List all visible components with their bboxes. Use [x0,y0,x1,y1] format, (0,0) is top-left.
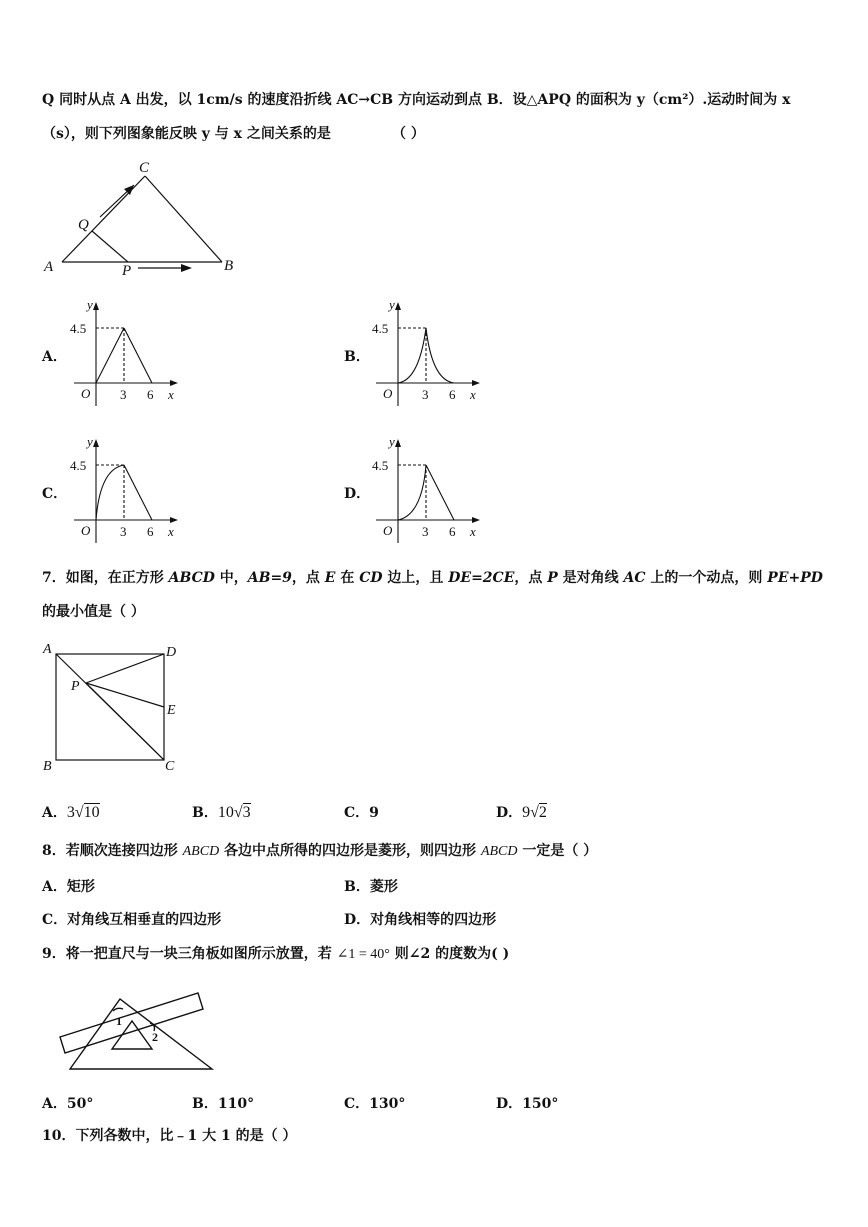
q6-answer-blank: （ ） [392,126,425,142]
q6-triangle-figure [40,158,240,278]
q7-text-line2: 的最小值是（ ） [42,604,145,620]
q6-graph-c-origin: O [81,523,91,538]
q7-label-E: E [167,703,176,718]
q7-option-c: C．9 [344,805,379,821]
q6-graph-a-x-label: x [168,387,174,402]
q9-ruler-triangle-figure [50,985,230,1075]
q6-graph-b-x-label: x [470,387,476,402]
q9-option-a: A．50° [42,1096,94,1112]
q7-label-C: C [165,759,175,774]
q6-graph-d [366,435,486,545]
q6-option-a-letter: A． [42,349,67,365]
q6-graph-d-origin: O [383,523,393,538]
q6-graph-a-tick-3: 3 [120,387,127,402]
q6-label-B: B [224,258,234,274]
q9-option-c: C．130° [344,1096,406,1112]
q8-option-a: A．矩形 [42,879,95,895]
q7-text-line1: 7．如图，在正方形 ABCD 中，AB=9，点 E 在 CD 边上，且 DE=2CE，点 P 是对角线 AC 上的一个动点，则 PE+PD [42,570,823,586]
q6-option-d-letter: D． [344,486,371,502]
q6-graph-d-peak-label: 4.5 [372,458,389,473]
q9-angle-1-label: 1 [116,1014,122,1028]
q6-graph-b-tick-3: 3 [422,387,429,402]
q6-graph-a [64,298,184,408]
q9-text: 9．将一把直尺与一块三角板如图所示放置，若 ∠1 = 40° 则∠2 的度数为( ) [42,946,510,962]
q7-label-D: D [166,645,177,660]
q6-graph-a-origin: O [81,386,91,401]
q6-text-line2: （s），则下列图象能反映 y 与 x 之间关系的是 [42,126,331,142]
q6-graph-c-tick-6: 6 [147,524,154,539]
q6-graph-b-origin: O [383,386,393,401]
q9-option-b: B．110° [192,1096,255,1112]
q8-text: 8．若顺次连接四边形 ABCD 各边中点所得的四边形是菱形，则四边形 ABCD 一定是（ ） [42,843,598,859]
q6-graph-b-tick-6: 6 [449,387,456,402]
q7-label-B: B [43,759,52,774]
q7-label-A: A [43,642,52,657]
q6-graph-d-y-label: y [389,434,395,449]
q6-graph-c-x-label: x [168,524,174,539]
q7-label-P: P [71,679,80,694]
q6-label-A: A [44,259,54,275]
q6-label-P: P [122,263,132,279]
q8-option-d: D．对角线相等的四边形 [344,912,497,928]
q9-option-d: D．150° [496,1096,559,1112]
q6-label-C: C [139,160,150,176]
q6-graph-a-peak-label: 4.5 [70,321,87,336]
q6-label-Q: Q [78,217,89,233]
q8-option-c: C．对角线互相垂直的四边形 [42,912,222,928]
q6-graph-c-peak-label: 4.5 [70,458,87,473]
q9-angle-2-label: 2 [152,1030,158,1044]
q6-option-b-letter: B． [344,349,370,365]
q6-graph-b-peak-label: 4.5 [372,321,389,336]
q7-option-a: A．3√10 [42,804,100,821]
q6-graph-c [64,435,184,545]
q6-graph-d-tick-6: 6 [449,524,456,539]
q7-option-d: D．9√2 [496,804,547,821]
q6-graph-d-tick-3: 3 [422,524,429,539]
q6-option-c-letter: C． [42,486,68,502]
q7-option-b: B．10√3 [192,804,251,821]
q6-graph-c-y-label: y [87,434,93,449]
q6-graph-c-tick-3: 3 [120,524,127,539]
q6-text-line1: Q 同时从点 A 出发，以 1cm/s 的速度沿折线 AC→CB 方向运动到点 B．设△APQ 的面积为 y（cm²）.运动时间为 x [42,92,791,108]
q10-text: 10．下列各数中，比﹣1 大 1 的是（ ） [42,1128,297,1144]
q6-graph-b-y-label: y [389,297,395,312]
q7-square-figure [38,638,188,778]
q6-graph-a-y-label: y [87,297,93,312]
q8-option-b: B．菱形 [344,879,398,895]
q6-graph-d-x-label: x [470,524,476,539]
q6-graph-a-tick-6: 6 [147,387,154,402]
q6-graph-b [366,298,486,408]
